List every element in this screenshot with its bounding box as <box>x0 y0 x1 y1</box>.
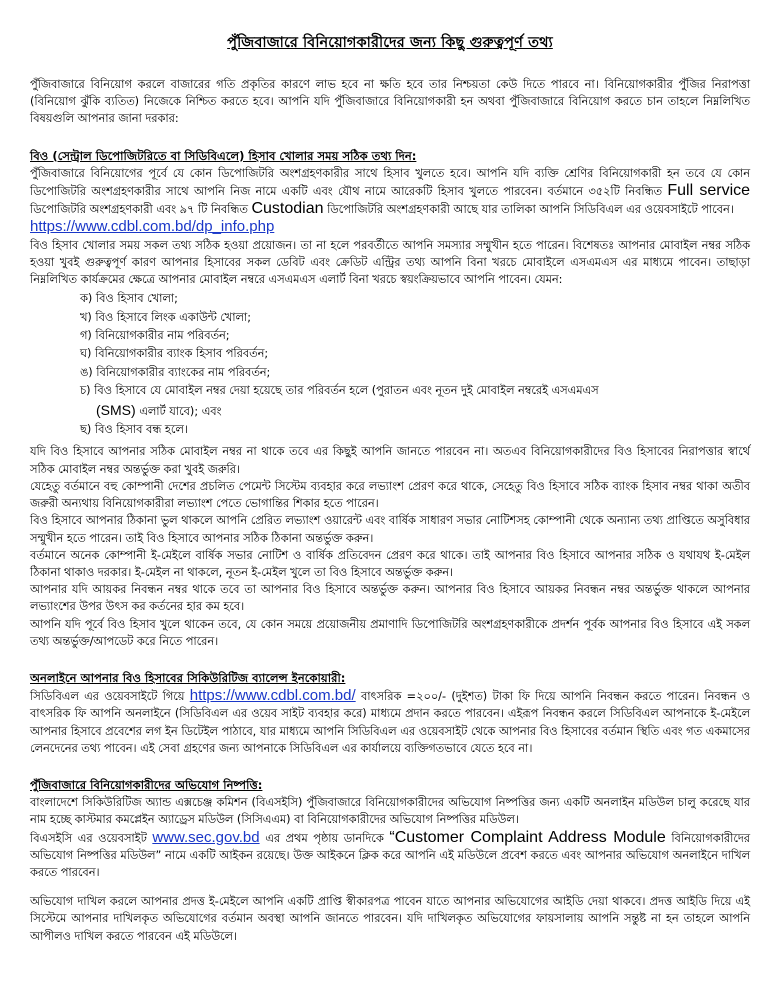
section1-heading: বিও (সেন্ট্রাল ডিপোজিটরিতে বা সিডিবিএলে) হিসাব খোলার সময় সঠিক তথ্য দিন: <box>30 148 417 163</box>
document-page <box>30 32 750 945</box>
section1-paragraph-7: আপনার যদি আয়কর নিবন্ধন নম্বর থাকে তবে তা আপনার বিও হিসাবে অন্তর্ভুক্ত করুন। আপনার বিও হিসাবে আয়কর নিবন্ধন নম্বর অন্তর্ভুক্ত থাকলে আপনার লভ্যাংশের উপর উৎস কর কর্তনের হার কম হবে। <box>30 583 750 614</box>
list-item: ক) বিও হিসাব খোলা; <box>80 292 178 306</box>
section1-paragraph-2: বিও হিসাব খোলার সময় সকল তথ্য সঠিক হওয়া প্রয়োজন। তা না হলে পরবর্তীতে আপনি সমস্যার সম্মুখীন হতে পারেন। বিশেষতঃ আপনার মোবাইল নম্বর সঠিক হওয়া খুবই গুরুত্বপূর্ণ কারণ আপনার হিসাবের সকল ডেবিট এবং ক্রেডিট এন্ট্রির তথ্য আপনি বিনা খরচে মোবাইলে এসএমএস এর মাধ্যমে পাবেন। তাছাড়া নিম্নলিখিত কার্যক্রমের ক্ষেত্রে আপনার মোবাইল নম্বরে এসএমএস এলার্ট বিনা খরচে স্বয়ংক্রিয়ভাবে আপনি পাবেন। যেমন: <box>30 238 750 287</box>
section2-paragraph-1 <box>30 687 750 757</box>
section2-p1-after: বাৎসরিক =২০০/- (দুইশত) টাকা ফি দিয়ে আপনি নিবন্ধন করতে পারেন। নিবন্ধন ও বাৎসরিক ফি আপনি অনলাইনে (সিডিবিএল এর ওয়েব সাইট ব্যবহার করে) মাধ্যমে প্রদান করতে পারবেন। এইরূপ নিবন্ধন করলে সিডিবিএল আপনাকে ই-মেইলে আপনার হিসাবে প্রবেশের লগ ইন ডিটেইল পাঠাবে, যার মাধ্যমে আপনি সিডিবিএল এর ওয়েবসাইট থেকে আপনার বিও হিসাবের বর্তমান স্থিতি এবং গত একমাসের লেনদেনের তথ্য পাবেন। এই সেবা গ্রহণের জন্য আপনাকে সিডিবিএল এর কার্যালয়ে ব্যক্তিগতভাবে যেতে হবে না। <box>30 690 751 755</box>
page-title: পুঁজিবাজারে বিনিয়োগকারীদের জন্য কিছু গুরুত্বপূর্ণ তথ্য <box>227 35 553 51</box>
cdbl-dp-info-link[interactable]: https://www.cdbl.com.bd/dp_info.php <box>30 218 275 236</box>
intro-paragraph: পুঁজিবাজারে বিনিয়োগ করলে বাজারের গতি প্রকৃতির কারণে লাভ হবে না ক্ষতি হবে তার নিশ্চয়তা কেউ দিতে পারবে না। বিনিয়োগকারীর পুঁজির নিরাপত্তা (বিনিয়োগ ঝুঁকি ব্যতিত) নিজেকে নিশ্চিত করতে হবে। আপনি যদি পুঁজিবাজারে বিনিয়োগকারী হন অথবা পুঁজিবাজারে বিনিয়োগ করতে চান তাহলে নিম্নলিখিত বিষয়গুলি আপনার জানা দরকার: <box>30 78 750 126</box>
section1-p1-latin2: Custodian <box>251 200 324 218</box>
section2-heading: অনলাইনে আপনার বিও হিসাবের সিকিউরিটিজ ব্যালেন্স ইনকোয়ারী: <box>30 670 346 685</box>
list-item: ঘ) বিনিয়োগকারীর ব্যাংক হিসাব পরিবর্তন; <box>80 347 269 361</box>
sms-tail: এলার্ট যাবে); এবং <box>135 404 222 418</box>
section1-paragraph-8: আপনি যদি পূর্বে বিও হিসাব খুলে থাকেন তবে, যে কোন সময়ে প্রয়োজনীয় প্রমাণাদি ডিপোজিটরি অংশগ্রহণকারীকে প্রদর্শন পূর্বক আপনার বিও হিসাবে এই সকল তথ্য অন্তর্ভুক্ত/আপডেট করে নিতে পারেন। <box>30 617 750 648</box>
section1-paragraph-5: বিও হিসাবে আপনার ঠিকানা ভুল থাকলে আপনি প্রেরিত লভ্যাংশ ওয়ারেন্ট এবং বার্ষিক সাধারণ সভার নোটিশসহ কোম্পানী থেকে অন্যান্য তথ্য প্রাপ্তিতে অসুবিধার সম্মুখীন হতে পারেন। তাই বিও হিসাবে আপনার সঠিক ঠিকানা অন্তর্ভুক্ত করুন। <box>30 514 750 545</box>
section1-p1-mid: ডিপোজিটরি অংশগ্রহণকারী এবং ৯৭ টি নিবন্ধিত <box>30 203 248 217</box>
section1-paragraph-3: যদি বিও হিসাবে আপনার সঠিক মোবাইল নম্বর না থাকে তবে এর কিছুই আপনি জানতে পারবেন না। অতএব বিনিয়োগকারীদের বিও হিসাবের নিরাপত্তার স্বার্থে সঠিক মোবাইল নম্বর অন্তর্ভুক্ত করা খুবই জরুরি। <box>30 445 750 476</box>
sms-alert-list <box>80 290 750 439</box>
section1-p1-before: পুঁজিবাজারে বিনিয়োগের পূর্বে যে কোন ডিপোজিটরি অংশগ্রহণকারীর সাথে হিসাব খুলতে হবে। আপনি যদি ব্যক্তি শ্রেণির বিনিয়োগকারী হন তবে যে কোন ডিপোজিটরি অংশগ্রহণকারীর সাথে আপনি নিজ নামে একটি এবং যৌথ নামে আরেকটি হিসাব খুলতে পারবেন। বর্তমানে ৩৫২টি নিবন্ধিত <box>30 166 750 199</box>
list-item: ঙ) বিনিয়োগকারীর ব্যাংকের নাম পরিবর্তন; <box>80 365 271 379</box>
section3-paragraph-2 <box>30 829 750 882</box>
section3-paragraph-1: বাংলাদেশে সিকিউরিটিজ অ্যান্ড এক্সচেঞ্জ কমিশন (বিএসইসি) পুঁজিবাজারে বিনিয়োগকারীদের অভিযোগ নিষ্পত্তির জন্য একটি অনলাইন মডিউল চালু করেছে যার নাম হচ্ছে কাস্টমার কমপ্লেইন অ্যাড্রেস মডিউল (সিসিএএম) বা বিনিয়োগকারীদের অভিযোগ নিষ্পত্তির মডিউল। <box>30 796 750 827</box>
section1-paragraph-6: বর্তমানে অনেক কোম্পানী ই-মেইলে বার্ষিক সভার নোটিশ ও বার্ষিক প্রতিবেদন প্রেরণ করে থাকে। তাই আপনার বিও হিসাবে আপনার সঠিক ও যথাযথ ই-মেইল ঠিকানা থাকাও দরকার। ই-মেইল না থাকলে, নূতন ই-মেইল খুলে তা বিও হিসাবে অন্তর্ভুক্ত করুন। <box>30 548 750 579</box>
section3-heading: পুঁজিবাজারে বিনিয়োগকারীদের অভিযোগ নিষ্পত্তি: <box>30 777 263 792</box>
section3-p2-before: বিএসইসি এর ওয়েবসাইট <box>30 831 147 845</box>
section3-p2-mid: এর প্রথম পৃষ্ঠায় ডানদিকে <box>265 831 384 845</box>
cdbl-website-link[interactable]: https://www.cdbl.com.bd/ <box>189 687 356 705</box>
section3-p2-after: বিনিয়োগকারীদের অভিযোগ নিষ্পত্তির মডিউল” নামে একটি আইকন রয়েছে। উক্ত আইকনে ক্লিক করে আপনি এই মডিউলে প্রবেশ করতে এবং আপনার অভিযোগ অনলাইনে দাখিল করতে পারবেন। <box>30 831 751 879</box>
section1-paragraph-4: যেহেতু বর্তমানে বহু কোম্পানী দেশের প্রচলিত পেমেন্ট সিস্টেম ব্যবহার করে লভ্যাংশ প্রেরণ করে থাকে, সেহেতু বিও হিসাবে সঠিক ব্যাংক হিসাব নম্বর থাকা অতীব জরুরী অন্যথায় বিনিয়োগকারীরা লভ্যাংশ পেতে ভোগান্তির শিকার হতে পারেন। <box>30 479 750 511</box>
sec-website-link[interactable]: www.sec.gov.bd <box>152 828 260 846</box>
section2-p1-before: সিডিবিএল এর ওয়েবসাইটে গিয়ে <box>30 690 185 704</box>
list-item: ছ) বিও হিসাব বন্ধ হলে। <box>80 423 188 437</box>
list-item: গ) বিনিয়োগকারীর নাম পরিবর্তন; <box>80 329 230 343</box>
list-item: খ) বিও হিসাবে লিংক একাউন্ট খোলা; <box>80 310 252 324</box>
list-item: চ) বিও হিসাবে যে মোবাইল নম্বর দেয়া হয়েছে তার পরিবর্তন হলে (পুরাতন এবং নূতন দুই মোবাইল নম্বরেই এসএমএস <box>80 384 599 398</box>
section1-p1-after: ডিপোজিটরি অংশগ্রহণকারী আছে যার তালিকা আপনি সিডিবিএল এর ওয়েবসাইটে পাবেন। <box>327 203 734 217</box>
section1-p1-latin1: Full service <box>667 182 751 200</box>
section1-paragraph-1 <box>30 165 750 219</box>
section3-p2-latin: “Customer Complaint Address Module <box>389 828 666 846</box>
list-item-continuation <box>80 401 750 421</box>
section3-paragraph-3: অভিযোগ দাখিল করলে আপনার প্রদত্ত ই-মেইলে আপনি একটি প্রাপ্তি স্বীকারপত্র পাবেন যাতে আপনার অভিযোগের আইডি দেয়া থাকবে। প্রদত্ত আইডি দিয়ে এই সিস্টেমে আপনার দাখিলকৃত অভিযোগের বর্তমান অবস্থা আপনি জানতে পারবেন। যদি দাখিলকৃত অভিযোগের ফায়সালায় আপনি সন্তুষ্ট না হন তাহলে আপনি আপীলও দাখিল করতে পারবেন এই মডিউলে। <box>30 895 750 943</box>
sms-label: (SMS) <box>96 401 136 418</box>
